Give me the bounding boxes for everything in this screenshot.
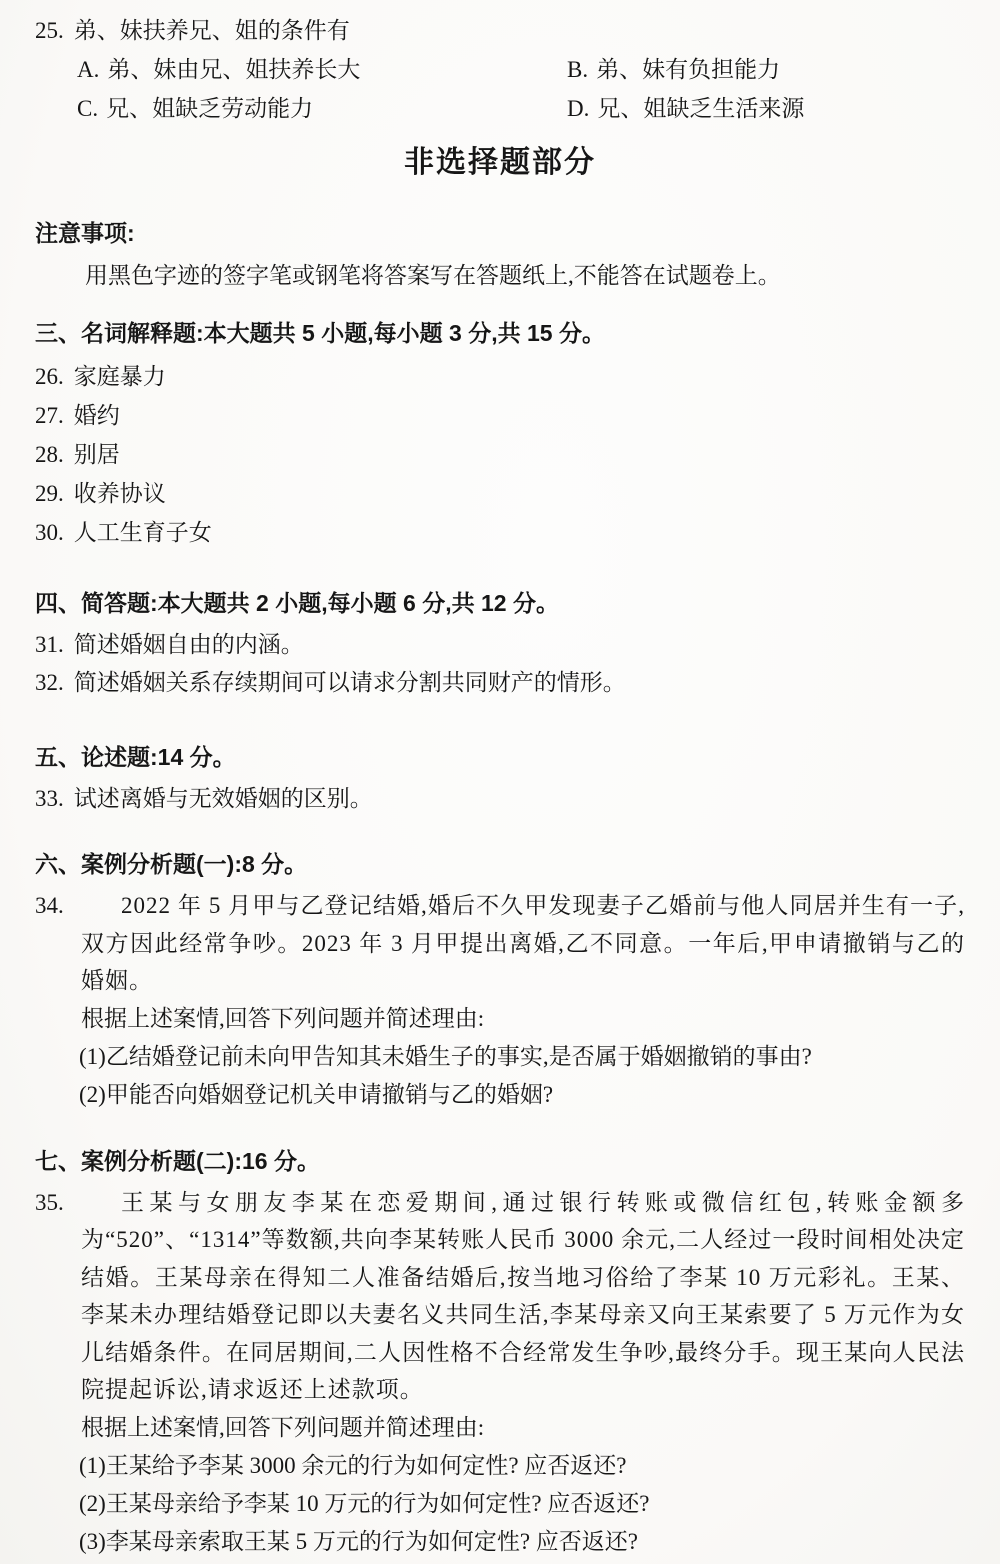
part-title: 非选择题部分 bbox=[404, 146, 596, 179]
short-item-32 bbox=[35, 664, 965, 702]
item-text: 婚约 bbox=[73, 403, 120, 428]
term-item-27 bbox=[35, 396, 965, 435]
option-c-key: C. bbox=[77, 96, 99, 121]
item-number: 30. bbox=[35, 520, 64, 545]
option-a bbox=[77, 55, 567, 85]
section-6-heading: 六、案例分析题(一):8 分。 bbox=[35, 851, 308, 877]
item-text: 试述离婚与无效婚姻的区别。 bbox=[73, 786, 373, 811]
case-number: 34. bbox=[35, 893, 64, 918]
section-7-heading: 七、案例分析题(二):16 分。 bbox=[35, 1148, 320, 1174]
section-5-heading: 五、论述题:14 分。 bbox=[35, 744, 236, 770]
case-35 bbox=[35, 1184, 965, 1409]
section-3-items bbox=[35, 357, 965, 552]
item-text: 简述婚姻关系存续期间可以请求分割共同财产的情形。 bbox=[73, 670, 626, 695]
case-text: 王某与女朋友李某在恋爱期间,通过银行转账或微信红包,转账金额多为“520”、“1314”等数额,共向李某转账人民币 3000 余元,二人经过一段时间相处决定结婚。王某母亲在得知二人准备结婚后,按当地习俗给了李某 10 万元彩礼。王某、李某未办理结婚登记即以夫妻名义共同生活,李某母亲又向王某索要了 5 万元作为女儿结婚条件。在同居期间,二人因性格不合经常发生争吵,最终分手。现王某向人民法院提起诉讼,请求返还上述款项。 bbox=[81, 1190, 965, 1403]
item-number: 33. bbox=[35, 786, 64, 811]
item-number: 29. bbox=[35, 481, 64, 506]
item-number: 26. bbox=[35, 364, 64, 389]
term-item-29 bbox=[35, 474, 965, 513]
option-c bbox=[77, 94, 567, 124]
item-text: 别居 bbox=[73, 442, 120, 467]
item-number: 32. bbox=[35, 670, 64, 695]
option-d bbox=[567, 94, 965, 124]
case-35-question-2: (2)王某母亲给予李某 10 万元的行为如何定性? 应否返还? bbox=[79, 1491, 650, 1516]
option-d-text: 兄、姐缺乏生活来源 bbox=[597, 96, 805, 121]
term-item-30 bbox=[35, 513, 965, 552]
case-34-question-2: (2)甲能否向婚姻登记机关申请撤销与乙的婚姻? bbox=[79, 1082, 554, 1107]
mcq-question-25 bbox=[35, 16, 965, 46]
item-number: 28. bbox=[35, 442, 64, 467]
case-35-question-1: (1)王某给予李某 3000 余元的行为如何定性? 应否返还? bbox=[79, 1453, 627, 1478]
case-34-question-1: (1)乙结婚登记前未向甲告知其未婚生子的事实,是否属于婚姻撤销的事由? bbox=[79, 1044, 812, 1069]
term-item-26 bbox=[35, 357, 965, 396]
item-number: 27. bbox=[35, 403, 64, 428]
item-number: 31. bbox=[35, 632, 64, 657]
case-34-instruction: 根据上述案情,回答下列问题并简述理由: bbox=[81, 1006, 485, 1031]
case-34 bbox=[35, 887, 965, 1000]
item-text: 简述婚姻自由的内涵。 bbox=[73, 632, 304, 657]
case-35-instruction: 根据上述案情,回答下列问题并简述理由: bbox=[81, 1415, 485, 1440]
option-b-text: 弟、妹有负担能力 bbox=[596, 57, 781, 82]
term-item-28 bbox=[35, 435, 965, 474]
notice-body: 用黑色字迹的签字笔或钢笔将答案写在答题纸上,不能答在试题卷上。 bbox=[85, 263, 781, 288]
option-b-key: B. bbox=[567, 57, 589, 82]
section-4-items bbox=[35, 626, 965, 702]
option-row-2 bbox=[35, 94, 965, 124]
section-4-heading: 四、简答题:本大题共 2 小题,每小题 6 分,共 12 分。 bbox=[35, 590, 559, 616]
case-text: 2022 年 5 月甲与乙登记结婚,婚后不久甲发现妻子乙婚前与他人同居并生有一子,双方因此经常争吵。2023 年 3 月甲提出离婚,乙不同意。一年后,甲申请撤销与乙的婚姻。 bbox=[81, 893, 965, 993]
short-item-31 bbox=[35, 626, 965, 664]
option-b bbox=[567, 55, 965, 85]
item-text: 人工生育子女 bbox=[73, 520, 212, 545]
option-a-text: 弟、妹由兄、姐扶养长大 bbox=[107, 57, 361, 82]
option-row-1 bbox=[35, 55, 965, 85]
option-c-text: 兄、姐缺乏劳动能力 bbox=[106, 96, 314, 121]
notice-heading: 注意事项: bbox=[35, 220, 135, 246]
question-number: 25. bbox=[35, 18, 64, 43]
question-stem: 弟、妹扶养兄、姐的条件有 bbox=[73, 18, 350, 43]
essay-item-33 bbox=[35, 780, 965, 818]
case-number: 35. bbox=[35, 1190, 64, 1215]
item-text: 收养协议 bbox=[73, 481, 166, 506]
option-d-key: D. bbox=[567, 96, 590, 121]
case-35-question-3: (3)李某母亲索取王某 5 万元的行为如何定性? 应否返还? bbox=[79, 1529, 638, 1554]
item-text: 家庭暴力 bbox=[73, 364, 166, 389]
section-3-heading: 三、名词解释题:本大题共 5 小题,每小题 3 分,共 15 分。 bbox=[35, 320, 605, 346]
option-a-key: A. bbox=[77, 57, 100, 82]
